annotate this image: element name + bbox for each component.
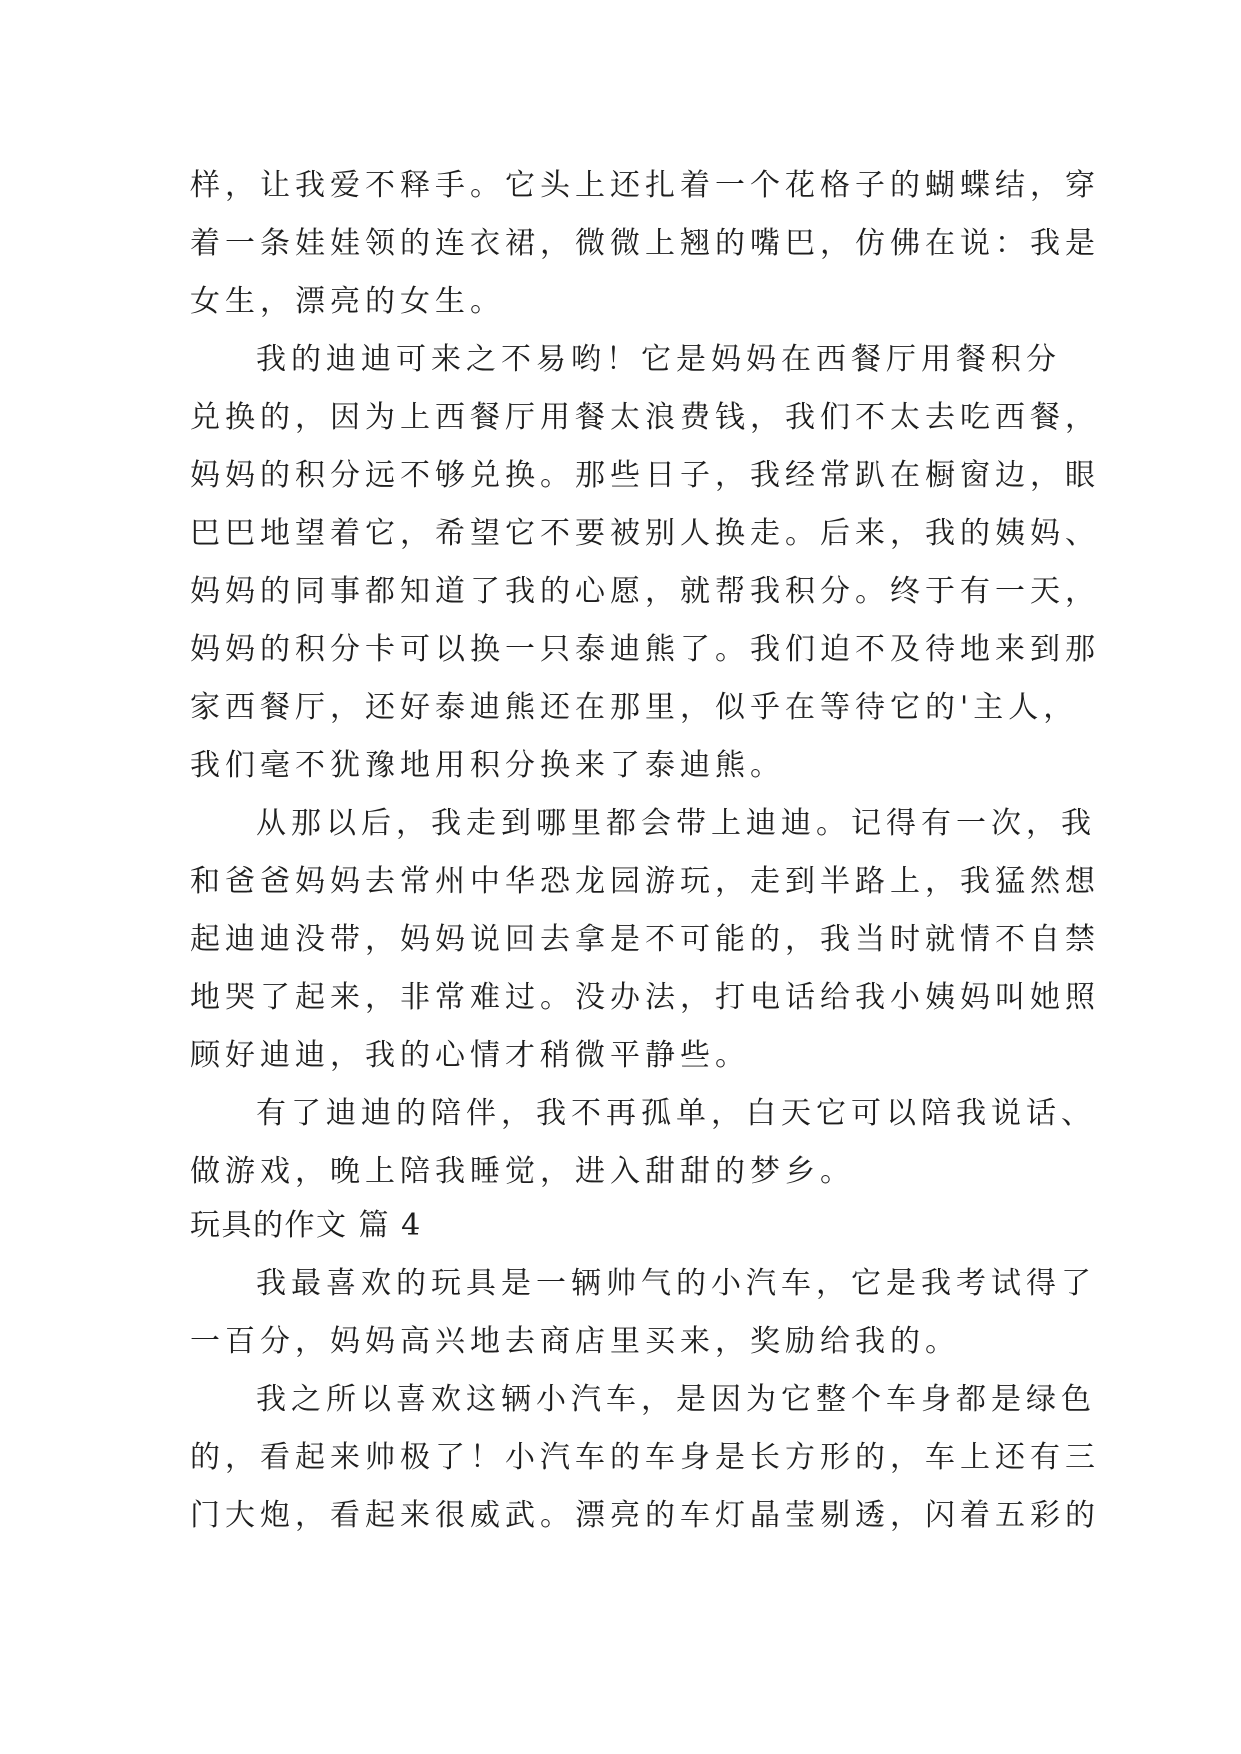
text-line: 我们毫不犹豫地用积分换来了泰迪熊。 [190, 748, 785, 783]
section-heading: 玩具的作文 篇 4 [190, 1208, 422, 1243]
text-line: 地哭了起来，非常难过。没办法，打电话给我小姨妈叫她照 [190, 980, 1100, 1015]
text-line: 妈妈的积分卡可以换一只泰迪熊了。我们迫不及待地来到那 [190, 632, 1100, 667]
text-line: 门大炮，看起来很威武。漂亮的车灯晶莹剔透，闪着五彩的 [190, 1498, 1100, 1533]
paragraph-first-line: 我之所以喜欢这辆小汽车，是因为它整个车身都是绿色 [256, 1382, 1096, 1417]
paragraph-first-line: 有了迪迪的陪伴，我不再孤单，白天它可以陪我说话、 [256, 1096, 1096, 1131]
text-line: 一百分，妈妈高兴地去商店里买来，奖励给我的。 [190, 1324, 960, 1359]
paragraph-first-line: 从那以后，我走到哪里都会带上迪迪。记得有一次，我 [256, 806, 1096, 841]
text-line: 做游戏，晚上陪我睡觉，进入甜甜的梦乡。 [190, 1154, 855, 1189]
text-line: 妈妈的积分远不够兑换。那些日子，我经常趴在橱窗边，眼 [190, 458, 1100, 493]
text-line: 样，让我爱不释手。它头上还扎着一个花格子的蝴蝶结，穿 [190, 168, 1100, 203]
text-line: 巴巴地望着它，希望它不要被别人换走。后来，我的姨妈、 [190, 516, 1100, 551]
paragraph-first-line: 我的迪迪可来之不易哟！它是妈妈在西餐厅用餐积分 [256, 342, 1061, 377]
text-line: 兑换的，因为上西餐厅用餐太浪费钱，我们不太去吃西餐， [190, 400, 1100, 435]
paragraph-first-line: 我最喜欢的玩具是一辆帅气的小汽车，它是我考试得了 [256, 1266, 1096, 1301]
text-line: 家西餐厅，还好泰迪熊还在那里，似乎在等待它的'主人， [190, 690, 1079, 725]
text-line: 着一条娃娃领的连衣裙，微微上翘的嘴巴，仿佛在说：我是 [190, 226, 1100, 261]
text-line: 的，看起来帅极了！小汽车的车身是长方形的，车上还有三 [190, 1440, 1100, 1475]
text-line: 和爸爸妈妈去常州中华恐龙园游玩，走到半路上，我猛然想 [190, 864, 1100, 899]
text-line: 顾好迪迪，我的心情才稍微平静些。 [190, 1038, 750, 1073]
text-line: 妈妈的同事都知道了我的心愿，就帮我积分。终于有一天， [190, 574, 1100, 609]
text-line: 女生，漂亮的女生。 [190, 284, 505, 319]
text-line: 起迪迪没带，妈妈说回去拿是不可能的，我当时就情不自禁 [190, 922, 1100, 957]
